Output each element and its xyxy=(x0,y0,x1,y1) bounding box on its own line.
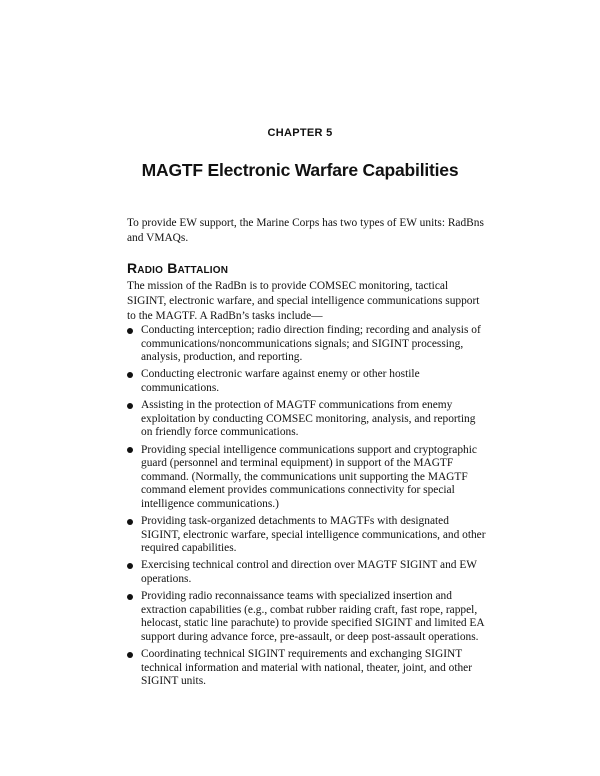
section-heading: Radio Battalion xyxy=(127,260,229,276)
bullet-icon xyxy=(127,594,133,600)
bullet-icon xyxy=(127,328,133,334)
list-item-text: Coordinating technical SIGINT requirements and exchanging SIGINT technical information and material with national, theater, joint, and other SIGINT units. xyxy=(141,648,473,688)
list-item xyxy=(127,444,487,512)
list-item-text: Providing radio reconnaissance teams with specialized insertion and extraction capabilities (e.g., combat rubber raiding craft, fast rope, rappel, helocast, static line parachute) to provide specified SIGINT and limited EA support during advance force, pre-assault, or deep post-assault operations. xyxy=(141,590,484,644)
list-item xyxy=(127,590,487,644)
chapter-label: CHAPTER 5 xyxy=(267,127,333,139)
bullet-icon xyxy=(127,447,133,453)
list-item-text: Assisting in the protection of MAGTF communications from enemy exploitation by conducting COMSEC monitoring, analysis, and reporting on friendly force communications. xyxy=(141,399,476,439)
list-item-text: Exercising technical control and direction over MAGTF SIGINT and EW operations. xyxy=(141,559,477,586)
bullet-icon xyxy=(127,519,133,525)
section-paragraph: The mission of the RadBn is to provide COMSEC monitoring, tactical SIGINT, electronic warfare, and special intelligence communications support to the MAGTF. A RadBn’s tasks include— xyxy=(127,280,480,322)
list-item xyxy=(127,324,487,365)
list-item-text: Providing task-organized detachments to MAGTFs with designated SIGINT, electronic warfare, special intelligence communications, and other required capabilities. xyxy=(141,515,486,555)
list-item xyxy=(127,399,487,440)
list-item-text: Providing special intelligence communications support and cryptographic guard (personnel and terminal equipment) in support of the MAGTF command. (Normally, the communications unit supporting the MAGTF command element provides communications connectivity for special intelligence communications.) xyxy=(141,443,477,510)
list-item xyxy=(127,515,487,556)
list-item xyxy=(127,368,487,395)
bullet-icon xyxy=(127,563,133,569)
page-title: MAGTF Electronic Warfare Capabilities xyxy=(141,160,459,180)
list-item xyxy=(127,559,487,586)
task-list xyxy=(127,324,487,693)
list-item-text: Conducting interception; radio direction finding; recording and analysis of communications/noncommunications signals; and SIGINT processing, analysis, production, and reporting. xyxy=(141,324,481,364)
bullet-icon xyxy=(127,372,133,378)
bullet-icon xyxy=(127,652,133,658)
bullet-icon xyxy=(127,403,133,409)
intro-paragraph: To provide EW support, the Marine Corps has two types of EW units: RadBns and VMAQs. xyxy=(127,217,484,244)
list-item xyxy=(127,648,487,689)
list-item-text: Conducting electronic warfare against enemy or other hostile communications. xyxy=(141,368,420,394)
